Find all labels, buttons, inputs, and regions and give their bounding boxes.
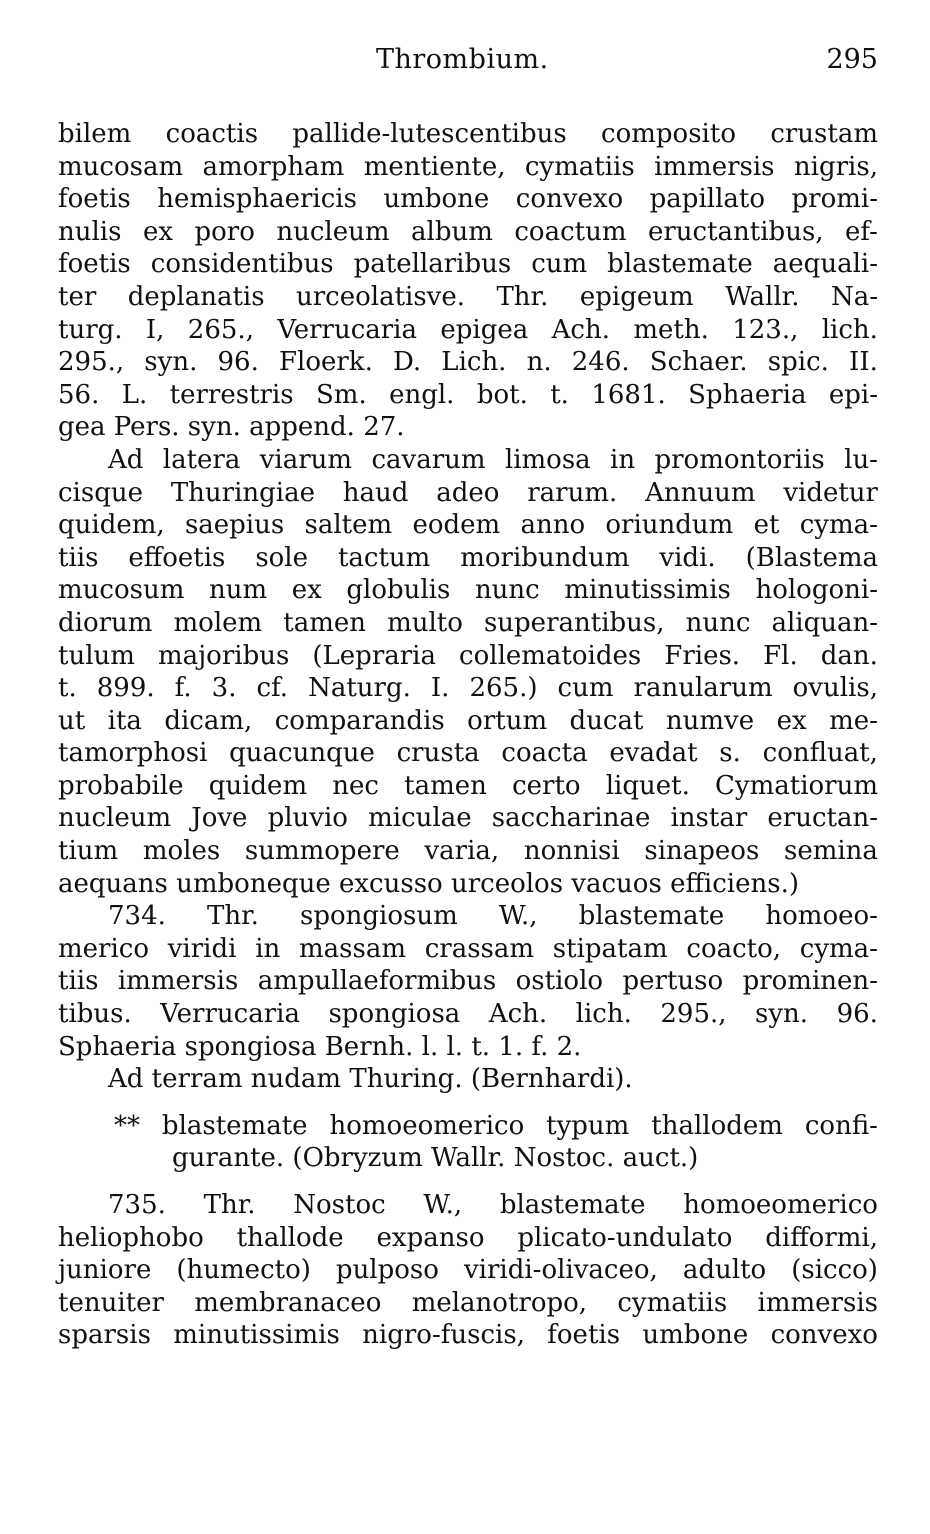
text-line: juniore (humecto) pulposo viridi-olivaceo, adulto (sicco) (58, 1255, 878, 1286)
text-line: probabile quidem nec tamen certo liquet. Cymatiorum (58, 770, 878, 801)
text-line: mucosum num ex globulis nunc minutissimis hologoni- (58, 575, 878, 606)
text-line: bilem coactis pallide-lutescentibus composito crustam (58, 119, 878, 149)
running-title: Thrombium. (376, 44, 549, 75)
body-text (58, 118, 878, 1352)
text-line: diorum molem tamen multo superantibus, nunc aliquan- (58, 607, 878, 638)
text-line: tiis immersis ampullaeformibus ostiolo pertuso prominen- (58, 966, 878, 997)
text-line: foetis considentibus patellaribus cum blastemate aequali- (58, 249, 878, 280)
text-line: mucosam amorpham mentiente, cymatiis immersis nigris, (58, 151, 878, 182)
page-header (58, 44, 878, 90)
entry-735-heading-line: 735. Thr. Nostoc W., blastemate homoeomerico (108, 1190, 878, 1220)
text-line: merico viridi in massam crassam stipatam coacto, cyma- (58, 933, 878, 964)
text-line: aequans umboneque excusso urceolos vacuos efficiens.) (58, 868, 799, 899)
section-note-line: gurante. (Obryzum Wallr. Nostoc. auct.) (172, 1143, 699, 1174)
text-line: Sphaeria spongiosa Bernh. l. l. t. 1. f. 2. (58, 1031, 582, 1062)
text-line: ut ita dicam, comparandis ortum ducat numve ex me- (58, 705, 878, 736)
text-line: foetis hemisphaericis umbone convexo papillato promi- (58, 184, 878, 215)
text-line: 295., syn. 96. Floerk. D. Lich. n. 246. Schaer. spic. II. (58, 347, 878, 378)
page-number: 295 (826, 44, 878, 75)
text-line: turg. I, 265., Verrucaria epigea Ach. meth. 123., lich. (58, 314, 878, 345)
text-line: tium moles summopere varia, nonnisi sinapeos semina (58, 836, 878, 867)
text-line: sparsis minutissimis nigro-fuscis, foetis umbone convexo (58, 1320, 878, 1351)
section-note-line: ** blastemate homoeomerico typum thallodem confi- (114, 1110, 878, 1141)
text-line: Ad terram nudam Thuring. (Bernhardi). (108, 1064, 633, 1095)
text-line: tiis effoetis sole tactum moribundum vidi. (Blastema (58, 542, 878, 573)
text-line: heliophobo thallode expanso plicato-undulato difformi, (58, 1222, 878, 1253)
text-line: Ad latera viarum cavarum limosa in promontoriis lu- (108, 444, 878, 475)
text-line: cisque Thuringiae haud adeo rarum. Annuum videtur (58, 477, 878, 508)
text-line: tibus. Verrucaria spongiosa Ach. lich. 295., syn. 96. (58, 999, 878, 1030)
entry-734-heading-line: 734. Thr. spongiosum W., blastemate homoeo- (108, 901, 878, 932)
text-line: tulum majoribus (Lepraria collematoides Fries. Fl. dan. (58, 640, 878, 671)
text-line: tamorphosi quacunque crusta coacta evadat s. confluat, (58, 738, 878, 769)
text-line: t. 899. f. 3. cf. Naturg. I. 265.) cum ranularum ovulis, (58, 673, 878, 704)
text-line: tenuiter membranaceo melanotropo, cymatiis immersis (58, 1287, 878, 1318)
text-line: gea Pers. syn. append. 27. (58, 412, 405, 443)
text-line: nulis ex poro nucleum album coactum eructantibus, ef- (58, 216, 878, 247)
text-line: ter deplanatis urceolatisve. Thr. epigeum Wallr. Na- (58, 281, 878, 312)
text-line: nucleum Jove pluvio miculae saccharinae instar eructan- (58, 803, 878, 834)
text-line: 56. L. terrestris Sm. engl. bot. t. 1681. Sphaeria epi- (58, 379, 878, 410)
text-line: quidem, saepius saltem eodem anno oriundum et cyma- (58, 510, 878, 541)
